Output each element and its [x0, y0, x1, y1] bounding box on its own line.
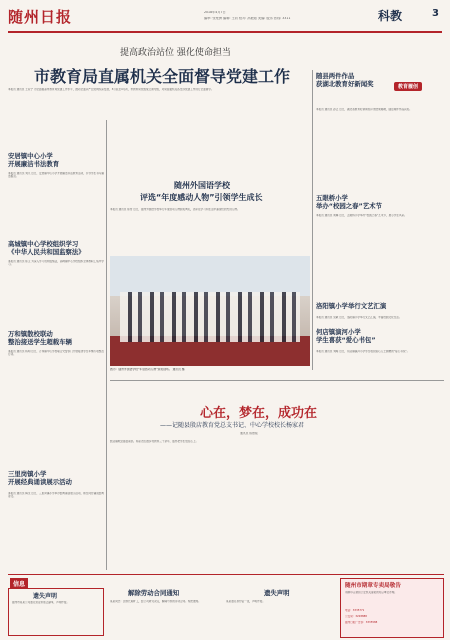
left-item-2-title: 高城镇中心学校组织学习 《中华人民共和国监察法》: [8, 240, 85, 256]
notice-termination-body: 某某同志：因你长期旷工，经公司研究决定，解除与你的劳动合同。特此通知。: [110, 600, 201, 603]
notice-termination: [110, 588, 220, 636]
left-item-4-body: 本报讯 通讯员 梅文 近日，三里岗镇小学举办经典诵读展示活动，师生同台诵读经典诗文。: [8, 492, 104, 499]
profile-top-rule: [110, 380, 444, 381]
right-item-3-body: 本报讯 通讯员 吴敏 近日，洛阳镇小学举行文艺汇演，丰富校园文化生活。: [316, 316, 402, 319]
lead-continuation: [110, 96, 308, 176]
profile-byline: 通讯员 陈德斌: [240, 432, 258, 435]
page-number: 3: [432, 8, 439, 19]
right-item-3-title: 洛阳镇小学举行文艺汇演: [316, 302, 387, 310]
lead-body-text: 本报讯 通讯员 王家宁 为全面提高市教育局党建工作水平，推动全面从严治党向纵深发展，3月底至4月初，市教育局党组成立督导组，对局直属机关各支部党建工作进行全面督导。: [8, 88, 214, 91]
right-item-2-body: 本报讯 通讯员 周琳 近日，五眼桥小学举办“校园之春”艺术节，展示学生风采。: [316, 214, 407, 217]
seal-ad-phone-1: 电话：3335771: [345, 609, 365, 612]
feature-body: 本报讯 通讯员 陈雪 近日，随州外国语学校举行年度感动人物颁奖典礼，表彰在学习和生活中涌现出的先进人物。: [110, 208, 240, 211]
left-item-1-body: 本报讯 通讯员 刘凡 近日，安居镇中心小学开展廉洁书法教育活动，引导学生书写廉洁格言。: [8, 172, 104, 179]
notice-lost-2: [226, 588, 336, 636]
seal-ad: [340, 578, 444, 638]
seal-ad-body: 刻制印章须到公安机关备案的刻章单位办理。: [345, 591, 397, 594]
seal-ad-phone-3: 随州日报广告部：3335588: [345, 621, 378, 624]
left-column-divider: [106, 120, 107, 570]
notice-lost-1-title: 遗失声明: [33, 593, 58, 600]
right-item-4-body: 本报讯 通讯员 刘峰 近日，何店镇演河小学学生收到爱心人士捐赠的“爱心书包”。: [316, 350, 410, 353]
feature-photo: [110, 256, 310, 366]
left-column: [8, 120, 104, 570]
notice-lost-1-body: 随州市某某公司遗失营业执照正副本，声明作废。: [12, 601, 70, 604]
right-item-2-title: 五眼桥小学 举办“校园之春”艺术节: [316, 194, 382, 210]
feature-subtitle: 评选“年度感动人物”引领学生成长: [140, 193, 263, 202]
editor-line: 编审: 张楚洲 编辑: 王钊 校对: 高艳茹 美编: 殷乐 热线: 3311: [204, 17, 291, 20]
left-item-1-title: 安居镇中心小学 开展廉洁书法教育: [8, 152, 60, 168]
profile-subtitle: ——记随县殷店教育党总支书记、中心学校校长杨家君: [160, 422, 305, 429]
notice-lost-2-title: 遗失声明: [264, 589, 290, 597]
photo-caption: 图为：随州外国语学校“年度感动人物”颁奖现场。 通讯员 摄: [110, 368, 185, 371]
left-item-2-body: 本报讯 通讯员 陈卫 为深入学习贯彻监察法，高城镇中心学校组织全体教职工集中学习。: [8, 260, 104, 267]
date-line: 2018年4月7日: [204, 11, 226, 14]
section-name: 科教: [378, 9, 403, 23]
bottom-strip-rule: [8, 574, 444, 575]
left-item-4-title: 三里岗镇小学 开展经典诵读展示活动: [8, 470, 72, 486]
right-column-tag: 教育履创: [394, 82, 422, 91]
feature-title: 随州外国语学校: [174, 181, 230, 190]
right-item-1-title: 随县两件作品 获湖北教育好新闻奖: [316, 72, 374, 88]
lead-kicker: 提高政治站位 强化使命担当: [120, 48, 231, 58]
newspaper-logo: 随州日报: [8, 8, 73, 26]
masthead-rule: [8, 31, 442, 33]
middle-right-divider: [312, 70, 313, 370]
notice-lost-1: [8, 588, 104, 636]
notice-termination-title: 解除劳动合同通知: [128, 589, 180, 597]
masthead: [8, 4, 442, 32]
lead-headline: 市教育局直属机关全面督导党建工作: [34, 67, 291, 86]
group-figures: [120, 292, 300, 342]
left-item-3-body: 本报讯 通讯员 杨明 近日，万和镇中心学校联合交警部门开展接送学生车辆专项整治行动。: [8, 350, 104, 357]
info-tag: 信息: [10, 578, 28, 589]
seal-ad-title: 随州市期章专卖局敬告: [345, 583, 401, 589]
profile-body: 殷店镇地处随县南部，杨家君扎根乡村教育三十余年，始终把学生放在心上。: [110, 440, 199, 443]
profile-headline: 心在，梦在，成功在: [200, 406, 318, 421]
stage-backdrop: [110, 256, 310, 296]
seal-ad-phone-2: 公安局：3228888: [345, 615, 367, 618]
notice-lost-2-body: 某某遗失身份证一张，声明作废。: [226, 600, 265, 603]
right-item-4-title: 何店镇演河小学 学生喜获“爱心书包”: [316, 328, 376, 344]
left-item-3-title: 万和镇散校联动 整治接送学生超载车辆: [8, 330, 72, 346]
right-item-1-body: 本报讯 通讯员 孙正 近日，湖北省教育好新闻奖评选结果揭晓，随县两件作品获奖。: [316, 108, 412, 111]
